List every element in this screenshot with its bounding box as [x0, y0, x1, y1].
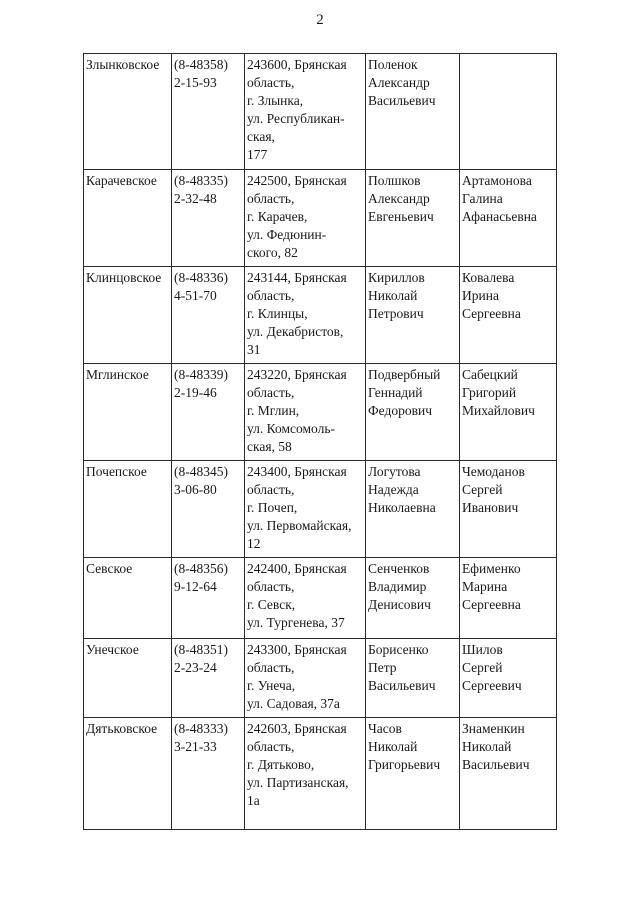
district-cell: Злынковское: [84, 54, 172, 170]
table-row: [84, 364, 557, 461]
head-name-cell: Кириллов Николай Петрович: [366, 267, 460, 364]
table-row: [84, 558, 557, 639]
address-cell: 243220, Брянская область, г. Мглин, ул. Комсомоль- ская, 58: [245, 364, 366, 461]
phone-cell: (8-48335) 2-32-48: [172, 170, 245, 267]
district-cell: Почепское: [84, 461, 172, 558]
address-cell: 242500, Брянская область, г. Карачев, ул. Федюнин- ского, 82: [245, 170, 366, 267]
head-name-cell: Сенченков Владимир Денисович: [366, 558, 460, 639]
head-name-cell: Полшков Александр Евгеньевич: [366, 170, 460, 267]
page-number: 2: [316, 12, 324, 28]
phone-cell: (8-48339) 2-19-46: [172, 364, 245, 461]
district-cell: Унечское: [84, 639, 172, 718]
phone-cell: (8-48336) 4-51-70: [172, 267, 245, 364]
district-cell: Мглинское: [84, 364, 172, 461]
district-cell: Клинцовское: [84, 267, 172, 364]
deputy-name-cell: [460, 54, 557, 170]
address-cell: 243400, Брянская область, г. Почеп, ул. Первомайская, 12: [245, 461, 366, 558]
district-cell: Дятьковское: [84, 718, 172, 830]
deputy-name-cell: Знаменкин Николай Васильевич: [460, 718, 557, 830]
district-cell: Севское: [84, 558, 172, 639]
phone-cell: (8-48358) 2-15-93: [172, 54, 245, 170]
phone-cell: (8-48333) 3-21-33: [172, 718, 245, 830]
district-cell: Карачевское: [84, 170, 172, 267]
head-name-cell: Поленок Александр Васильевич: [366, 54, 460, 170]
head-name-cell: Борисенко Петр Васильевич: [366, 639, 460, 718]
table-row: [84, 54, 557, 170]
address-cell: 242400, Брянская область, г. Севск, ул. Тургенева, 37: [245, 558, 366, 639]
address-cell: 242603, Брянская область, г. Дятьково, ул. Партизанская, 1а: [245, 718, 366, 830]
deputy-name-cell: Ковалева Ирина Сергеевна: [460, 267, 557, 364]
deputy-name-cell: Чемоданов Сергей Иванович: [460, 461, 557, 558]
deputy-name-cell: Шилов Сергей Сергеевич: [460, 639, 557, 718]
address-cell: 243144, Брянская область, г. Клинцы, ул. Декабристов, 31: [245, 267, 366, 364]
address-cell: 243300, Брянская область, г. Унеча, ул. Садовая, 37а: [245, 639, 366, 718]
table-row: [84, 718, 557, 830]
table-row: [84, 461, 557, 558]
head-name-cell: Часов Николай Григорьевич: [366, 718, 460, 830]
deputy-name-cell: Сабецкий Григорий Михайлович: [460, 364, 557, 461]
table-row: [84, 170, 557, 267]
table-row: [84, 267, 557, 364]
phone-cell: (8-48345) 3-06-80: [172, 461, 245, 558]
phone-cell: (8-48351) 2-23-24: [172, 639, 245, 718]
district-contacts-table: [83, 53, 557, 830]
deputy-name-cell: Артамонова Галина Афанасьевна: [460, 170, 557, 267]
head-name-cell: Подвербный Геннадий Федорович: [366, 364, 460, 461]
phone-cell: (8-48356) 9-12-64: [172, 558, 245, 639]
head-name-cell: Логутова Надежда Николаевна: [366, 461, 460, 558]
address-cell: 243600, Брянская область, г. Злынка, ул. Республикан- ская, 177: [245, 54, 366, 170]
table-row: [84, 639, 557, 718]
deputy-name-cell: Ефименко Марина Сергеевна: [460, 558, 557, 639]
